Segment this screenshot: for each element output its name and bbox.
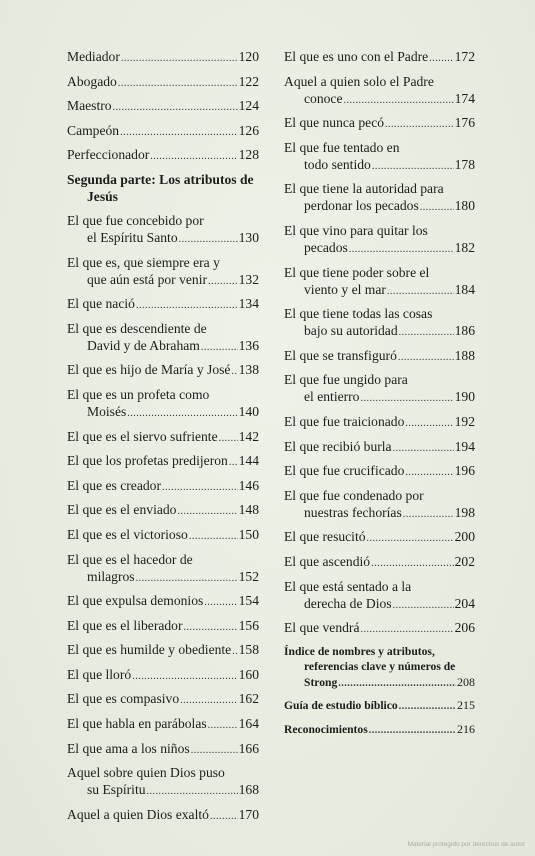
toc-entry-row [284,619,475,638]
toc-entry-title: milagros [87,568,135,584]
toc-entry [284,413,475,432]
toc-entry [67,320,259,356]
toc-entry-row [67,361,259,380]
toc-entry-row [284,239,475,258]
section-heading-line: Segunda parte: Los atributos de [67,171,254,187]
toc-entry-title-line: Aquel a quien solo el Padre [284,73,434,89]
dot-leader [385,116,454,133]
toc-entry-title: El que es el victorioso [67,526,188,542]
dot-leader [231,363,237,380]
toc-entry [67,740,259,759]
dot-leader [361,621,454,638]
toc-entry-row [284,322,475,341]
toc-entry-row [67,715,259,734]
toc-entry-title-line: El que tiene poder sobre el [284,264,430,280]
toc-entry-row [67,73,259,92]
toc-entry-title: El que es el enviado [67,502,177,518]
dot-leader [371,555,454,572]
page-number: 168 [238,782,259,798]
toc-entry-row [284,438,475,457]
dot-leader [232,643,237,660]
page-number: 150 [238,526,259,542]
toc-entry-title: El que habla en parábolas [67,716,207,732]
dot-leader [429,50,453,67]
toc-back-matter-entry [284,644,475,692]
page-number: 182 [454,239,475,255]
toc-entry [284,222,475,258]
toc-entry-title-line: El que es, que siempre era y [67,254,220,270]
toc-entry [67,764,259,800]
dot-leader [177,503,237,520]
toc-entry-title: Mediador [67,49,120,64]
toc-entry-row [284,90,475,109]
toc-entry-row [67,295,259,314]
page-number: 170 [238,806,259,822]
toc-entry-title: Maestro [67,98,112,114]
toc-entry [284,578,475,614]
toc-entry-row [284,722,475,739]
dot-leader [372,158,454,175]
toc-entry-title-line: El que fue tentado en [284,139,400,155]
toc-entry-title: El que resucitó [284,529,366,545]
toc-entry-title: Campeón [67,122,120,138]
page-number: 128 [238,147,259,163]
toc-entry [67,526,259,545]
dot-leader [136,297,238,314]
toc-entry-title: Moisés [87,403,127,419]
toc-entry-row [284,413,475,432]
toc-entry-row [67,781,259,800]
toc-entry-title: todo sentido [304,156,371,172]
toc-entry-row [67,452,259,471]
toc-entry-row [67,337,259,356]
page-number: 156 [238,617,259,633]
page-number: 190 [454,389,475,405]
page-number: 172 [454,49,475,64]
toc-entry-title-line: El que es un profeta como [67,386,210,402]
toc-entry [284,264,475,300]
toc-entry-title: Aquel a quien Dios exaltó [67,806,209,822]
toc-entry-row [67,740,259,759]
page-number: 216 [457,721,475,736]
toc-entry-row [284,528,475,547]
toc-entry [67,386,259,422]
toc-entry-title-line: El que tiene la autoridad para [284,181,444,197]
dot-leader [229,454,238,471]
toc-entry-title: El que ascendió [284,553,371,569]
toc-entry-title-line: Índice de nombres y atributos, [284,644,435,658]
page-number: 176 [454,115,475,131]
toc-entry [67,97,259,116]
toc-entry-title: viento y el mar [304,281,386,297]
toc-entry-row [67,48,259,67]
toc-entry [67,73,259,92]
page-number: 164 [238,716,259,732]
page-number: 124 [238,98,259,114]
dot-leader [208,273,238,290]
toc-entry [67,212,259,248]
page-number: 136 [238,337,259,353]
toc-entry-row [67,592,259,611]
dot-leader [162,479,238,496]
toc-entry-row [284,388,475,407]
page-number: 162 [238,691,259,707]
toc-entry-title: El que fue traicionado [284,413,405,429]
toc-entry [284,347,475,366]
toc-entry-title: Strong [304,675,338,689]
page-number: 198 [454,504,475,520]
toc-entry-row [284,698,475,715]
page-number: 130 [238,229,259,245]
toc-entry [284,73,475,109]
page-number: 192 [454,413,475,429]
toc-entry-row [67,568,259,587]
page-number: 194 [454,438,475,454]
dot-leader [399,324,454,341]
dot-leader [208,717,238,734]
toc-entry-title: El que los profetas predijeron [67,453,228,469]
dot-leader [393,440,454,457]
page-number: 166 [238,740,259,756]
page-number: 208 [457,674,475,689]
toc-entry-row [67,97,259,116]
toc-entry-title: El que se transfiguró [284,347,397,363]
page-number: 146 [238,477,259,493]
toc-entry-row [284,48,475,67]
toc-right-column [284,48,475,745]
dot-leader [201,339,238,356]
page-number: 148 [238,502,259,518]
toc-entry-row [284,197,475,216]
toc-entry-title: El que ama a los niños [67,740,190,756]
dot-leader [113,99,238,116]
page-number: 120 [238,49,259,64]
toc-entry-title: el Espíritu Santo [87,229,178,245]
toc-entry-title: El que es el siervo sufriente [67,428,218,444]
toc-entry-title: El que vendrá [284,620,360,636]
page-number: 196 [454,463,475,479]
dot-leader [136,570,238,587]
dot-leader [349,241,454,258]
toc-entry-title: conoce [304,90,343,106]
toc-entry [284,462,475,481]
toc-entry [67,361,259,380]
toc-entry [67,477,259,496]
dot-leader [121,50,238,67]
toc-entry [67,428,259,447]
toc-entry-title-line: El que fue concebido por [67,212,204,228]
toc-entry-row [67,229,259,248]
toc-entry [67,122,259,141]
page-number: 180 [454,198,475,214]
dot-leader [189,528,238,545]
toc-entry [67,806,259,825]
dot-leader [191,742,238,759]
page-number: 126 [238,122,259,138]
toc-entry-title: El que es humilde y obediente [67,642,232,658]
toc-entry-title-line: El que fue ungido para [284,372,408,388]
dot-leader [369,723,456,739]
page-number: 178 [454,156,475,172]
toc-entry-row [284,281,475,300]
dot-leader [405,464,453,481]
toc-entry-title: El que nació [67,296,135,312]
toc-entry-title: Perfeccionador [67,147,150,163]
toc-entry-title: perdonar los pecados [304,198,419,214]
toc-entry [284,305,475,341]
section-heading [67,171,259,205]
toc-entry [67,715,259,734]
toc-entry [284,553,475,572]
toc-entry-title: El que fue crucificado [284,463,405,479]
toc-entry-row [67,477,259,496]
page-number: 188 [454,347,475,363]
toc-entry-row [67,428,259,447]
toc-entry-row [67,271,259,290]
toc-back-matter-entry [284,698,475,715]
page-number: 122 [238,73,259,89]
toc-entry-title-line: referencias clave y números de [304,660,456,674]
toc-entry-title: nuestras fechorías [304,504,402,520]
toc-entry-title: El que es hijo de María y José [67,362,231,378]
page-number: 138 [238,362,259,378]
toc-entry-title: El que es compasivo [67,691,180,707]
dot-leader [219,430,238,447]
toc-entry-title: Guía de estudio bíblico [284,699,398,713]
toc-entry-row [284,504,475,523]
toc-entry-title: El que recibió burla [284,438,392,454]
dot-leader [118,75,238,92]
toc-entry [67,617,259,636]
dot-leader [210,808,238,825]
toc-entry [284,139,475,175]
toc-entry-row [284,156,475,175]
toc-entry-row [284,462,475,481]
dot-leader [398,349,454,366]
dot-leader [180,692,237,709]
toc-entry [67,48,259,67]
toc-entry-row [284,595,475,614]
toc-entry-row [67,146,259,165]
toc-entry-title: El que es el liberador [67,617,183,633]
dot-leader [399,699,456,715]
dot-leader [150,148,237,165]
toc-entry-title-line: El que fue condenado por [284,487,424,503]
toc-entry-title: derecha de Dios [304,595,392,611]
toc-left-column [67,48,259,830]
toc-entry-title-line: El que es descendiente de [67,320,207,336]
dot-leader [147,783,238,800]
toc-entry-title-line: El que está sentado a la [284,578,412,594]
toc-entry-title: su Espíritu [87,782,146,798]
page-number: 206 [454,620,475,636]
dot-leader [387,283,454,300]
page-number: 140 [238,403,259,419]
toc-entry [284,180,475,216]
toc-entry [67,690,259,709]
toc-entry-row [284,114,475,133]
toc-entry [67,592,259,611]
toc-entry-row [67,666,259,685]
dot-leader [360,390,453,407]
dot-leader [344,92,454,109]
toc-entry [284,619,475,638]
toc-entry [67,641,259,660]
toc-entry-row [284,553,475,572]
page-number: 200 [454,529,475,545]
toc-entry-title: Abogado [67,73,117,89]
dot-leader [420,199,454,216]
dot-leader [127,405,237,422]
dot-leader [204,594,237,611]
toc-entry-row [284,347,475,366]
page-number: 144 [238,453,259,469]
toc-entry-title-line: El que tiene todas las cosas [284,306,433,322]
page-number: 158 [238,642,259,658]
toc-entry [67,452,259,471]
page-number: 184 [454,281,475,297]
dot-leader [338,676,456,692]
toc-entry-title: El que es uno con el Padre [284,49,429,64]
toc-entry-title: el entierro [304,389,360,405]
toc-entry [284,114,475,133]
toc-entry [284,487,475,523]
page-number: 160 [238,666,259,682]
toc-entry-row [67,617,259,636]
toc-entry-row [67,501,259,520]
toc-entry-title: pecados [304,239,348,255]
toc-entry [67,551,259,587]
toc-entry-title: Reconocimientos [284,722,368,736]
toc-entry-row [284,675,475,692]
toc-back-matter-entry [284,722,475,739]
dot-leader [120,124,238,141]
page-number: 215 [457,698,475,713]
dot-leader [403,506,454,523]
toc-entry [284,528,475,547]
dot-leader [184,619,238,636]
page-number: 186 [454,323,475,339]
toc-entry-title-line: El que vino para quitar los [284,222,428,238]
toc-entry-title-line: El que es el hacedor de [67,551,193,567]
toc-entry-title: El que expulsa demonios [67,593,204,609]
dot-leader [367,530,454,547]
toc-entry-title: que aún está por venir [87,271,208,287]
page-number: 142 [238,428,259,444]
page-number: 152 [238,568,259,584]
toc-entry-row [67,122,259,141]
toc-entry-title: El que es creador [67,477,161,493]
dot-leader [393,597,454,614]
page-number: 134 [238,296,259,312]
toc-entry [284,48,475,67]
toc-entry-title-line: Aquel sobre quien Dios puso [67,765,225,781]
toc-entry-title: El que nunca pecó [284,115,385,131]
toc-entry [67,295,259,314]
toc-entry [284,438,475,457]
section-heading-line: Jesús [87,188,118,204]
toc-entry-row [67,806,259,825]
page-number: 204 [454,595,475,611]
copyright-watermark: Material protegido por derechos de autor [407,841,525,848]
page-number: 132 [238,271,259,287]
toc-entry [67,666,259,685]
dot-leader [132,668,237,685]
toc-entry-row [67,526,259,545]
toc-entry [284,371,475,407]
page-number: 174 [454,90,475,106]
page-number: 154 [238,593,259,609]
toc-entry [67,254,259,290]
dot-leader [179,231,238,248]
toc-entry-row [67,641,259,660]
toc-entry-title: bajo su autoridad [304,323,398,339]
toc-entry [67,146,259,165]
toc-entry [67,501,259,520]
toc-entry-row [67,403,259,422]
toc-entry-row [67,690,259,709]
toc-entry-title: David y de Abraham [87,337,200,353]
page-number: 202 [454,553,475,569]
toc-entry-title: El que lloró [67,666,132,682]
dot-leader [405,415,453,432]
